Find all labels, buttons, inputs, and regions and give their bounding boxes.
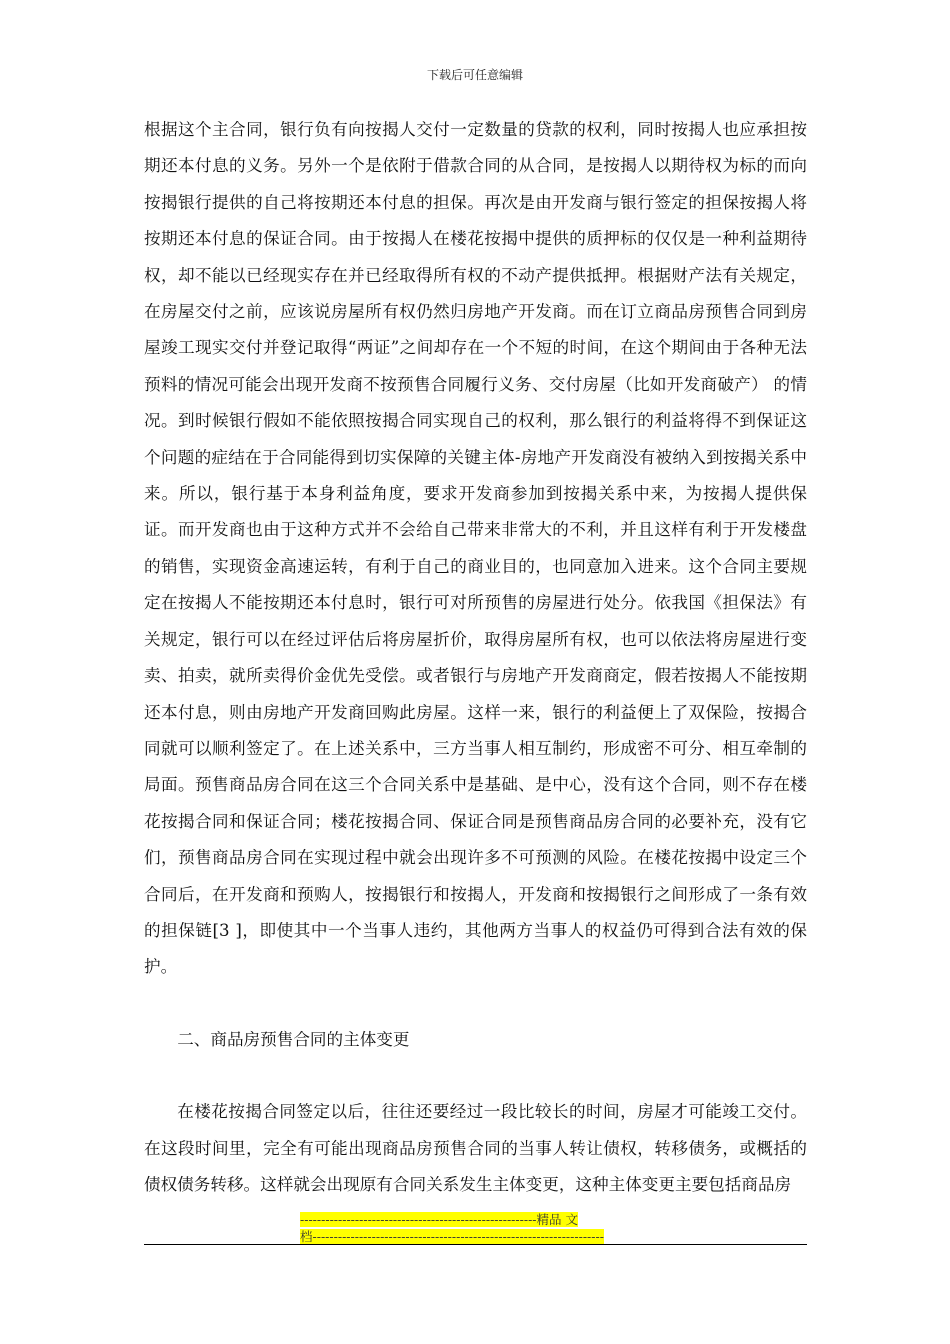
body-paragraph: 在楼花按揭合同签定以后，往往还要经过一段比较长的时间，房屋才可能竣工交付。在这段时间里，完全有可能出现商品房预售合同的当事人转让债权，转移债务，或概括的债权债务转移。这样就会出现原有合同关系发生主体变更，这种主体变更主要包括商品房: [144, 1102, 807, 1194]
document-body: [144, 112, 807, 1203]
body-paragraph: 根据这个主合同，银行负有向按揭人交付一定数量的贷款的权利，同时按揭人也应承担按期还本付息的义务。另外一个是依附于借款合同的从合同，是按揭人以期待权为标的而向按揭银行提供的自己将按期还本付息的担保。再次是由开发商与银行签定的担保按揭人将按期还本付息的保证合同。由于按揭人在楼花按揭中提供的质押标的仅仅是一种利益期待权，却不能以已经现实存在并已经取得所有权的不动产提供抵押。根据财产法有关规定，在房屋交付之前，应该说房屋所有权仍然归房地产开发商。而在订立商品房预售合同到房屋竣工现实交付并登记取得“两证”之间却存在一个不短的时间，在这个期间由于各种无法预料的情况可能会出现开发商不按预售合同履行义务、交付房屋（比如开发商破产） 的情况。到时候银行假如不能依照按揭合同实现自己的权利，那么银行的利益将得不到保证这个问题的症结在于合同能得到切实保障的关键主体-房地产开发商没有被纳入到按揭关系中来。所以，银行基于本身利益角度，要求开发商参加到按揭关系中来，为按揭人提供保证。而开发商也由于这种方式并不会给自己带来非常大的不利，并且这样有利于开发楼盘的销售，实现资金高速运转，有利于自己的商业目的，也同意加入进来。这个合同主要规定在按揭人不能按期还本付息时，银行可对所预售的房屋进行处分。依我国《担保法》有关规定，银行可以在经过评估后将房屋折价，取得房屋所有权，也可以依法将房屋进行变卖、拍卖，就所卖得价金优先受偿。或者银行与房地产开发商商定，假若按揭人不能按期还本付息，则由房地产开发商回购此房屋。这样一来，银行的利益便上了双保险，按揭合同就可以顺利签定了。在上述关系中，三方当事人相互制约，形成密不可分、相互牵制的局面。预售商品房合同在这三个合同关系中是基础、是中心，没有这个合同，则不存在楼花按揭合同和保证合同；楼花按揭合同、保证合同是预售商品房合同的必要补充，没有它们，预售商品房合同在实现过程中就会出现许多不可预测的风险。在楼花按揭中设定三个合同后，在开发商和预购人，按揭银行和按揭人，开发商和按揭银行之间形成了一条有效的担保链[3 ]，即使其中一个当事人违约，其他两方当事人的权益仍可得到合法有效的保护。: [144, 120, 807, 977]
footer-divider: [144, 1244, 807, 1245]
section-heading: 二、商品房预售合同的主体变更: [177, 1029, 410, 1049]
footer-watermark-banner: [300, 1211, 648, 1245]
page-header-note: 下载后可任意编辑: [426, 68, 523, 82]
footer-banner-line: --------------------------------------------------------精品 文: [300, 1212, 578, 1227]
footer-banner-line: 档---------------------------------------------------------------------: [300, 1229, 604, 1244]
